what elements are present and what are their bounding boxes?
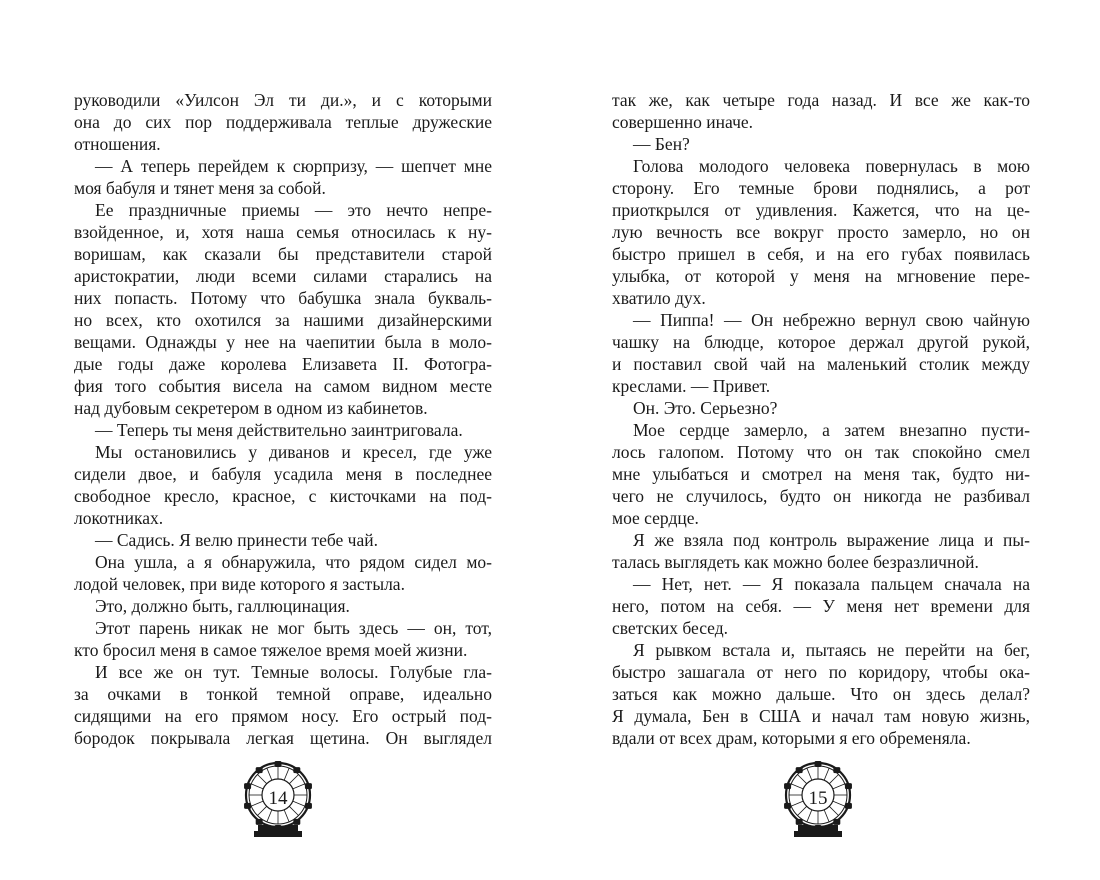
page-number-ornament-left [234,755,322,841]
text-line: — Бен? [633,134,690,154]
text-line: креслами. — Привет. [612,376,771,396]
text-line: локотниках. [74,508,164,528]
text-line: улыбка, от которой у меня на мгновение пере- [612,266,1030,286]
page-number-right: 15 [808,788,828,809]
text-line: вещами. Однажды у нее на чаепитии была в моло- [74,332,492,352]
text-line: талась выглядеть как можно более безразличной. [612,552,979,572]
text-line: воришам, как сказали бы представители старой [74,244,492,264]
text-line: аристократии, люди всеми силами старались на [74,266,492,286]
text-line: хватило дух. [612,288,706,308]
page-number-ornament-right [774,755,862,841]
text-line: вдали от всех драм, которыми я его обременяла. [612,728,971,748]
text-line: дые годы даже королева Елизавета II. Фотогра- [74,354,492,374]
text-line: него, потом на себя. — У меня нет времени для [612,596,1030,616]
text-line: — Пиппа! — Он небрежно вернул свою чайную [633,310,1030,330]
text-line: И все же он тут. Темные волосы. Голубые гла- [95,662,492,682]
text-line: быстро зашагала от него по коридору, чтобы ока- [612,662,1030,682]
text-line: отношения. [74,134,161,154]
text-line: сидящими на его прямом носу. Его острый под- [74,706,492,726]
text-line: Она ушла, а я обнаружила, что рядом сидел мо- [95,552,492,572]
text-line: — А теперь перейдем к сюрпризу, — шепчет мне [95,156,492,176]
page-number-left: 14 [268,788,288,809]
text-line: Мы остановились у диванов и кресел, где уже [95,442,492,462]
text-line: — Садись. Я велю принести тебе чай. [95,530,378,550]
text-line: Мое сердце замерло, а затем внезапно пусти- [633,420,1030,440]
text-line: Голова молодого человека повернулась в мою [633,156,1030,176]
text-line: чего не случилось, будто он никогда не разбивал [612,486,1030,506]
text-line: сидели двое, и бабуля усадила меня в последнее [74,464,492,484]
text-line: чашку на блюдце, которое держал другой рукой, [612,332,1030,352]
text-line: Это, должно быть, галлюцинация. [95,596,350,616]
text-line: лую вечность все вокруг просто замерло, но он [612,222,1030,242]
text-line: кто бросил меня в самое тяжелое время моей жизни. [74,640,468,660]
text-line: мне улыбаться и смотрел на меня так, будто ни- [612,464,1030,484]
text-line: Он. Это. Серьезно? [633,398,778,418]
text-line: лось галопом. Потому что он так спокойно смел [612,442,1030,462]
text-line: Я думала, Бен в США и начал там новую жизнь, [612,706,1030,726]
text-line: но всех, кто охотился за нашими дизайнерскими [74,310,492,330]
text-line: руководили «Уилсон Эл ти ди.», и с которыми [74,90,492,110]
left-page-text [74,89,492,749]
text-line: взойденное, и, хотя наша семья относилась к ну- [74,222,492,242]
text-line: над дубовым секретером в одном из кабинетов. [74,398,428,418]
text-line: — Нет, нет. — Я показала пальцем сначала на [633,574,1030,594]
text-line: заться как можно дальше. Что он здесь делал? [612,684,1030,704]
text-line: светских бесед. [612,618,728,638]
text-line: и поставил свой чай на маленький столик между [612,354,1030,374]
text-line: — Теперь ты меня действительно заинтриговала. [95,420,463,440]
text-line: мое сердце. [612,508,699,528]
text-line: приоткрылся от удивления. Кажется, что на це- [612,200,1030,220]
text-line: за очками в тонкой темной оправе, идеально [74,684,492,704]
text-line: она до сих пор поддерживала теплые дружеские [74,112,492,132]
text-line: бородок покрывала легкая щетина. Он выглядел [74,728,492,748]
text-line: моя бабуля и тянет меня за собой. [74,178,326,198]
text-line: сторону. Его темные брови поднялись, а рот [612,178,1030,198]
text-line: свободное кресло, красное, с кисточками на под- [74,486,492,506]
text-line: так же, как четыре года назад. И все же как-то [612,90,1030,110]
text-line: фия того события висела на самом видном месте [74,376,492,396]
text-line: Этот парень никак не мог быть здесь — он, тот, [95,618,492,638]
text-line: быстро пришел в себя, и на его губах появилась [612,244,1030,264]
text-line: совершенно иначе. [612,112,754,132]
right-page-text [612,89,1030,749]
text-line: них попасть. Потому что бабушка знала букваль- [74,288,492,308]
text-line: лодой человек, при виде которого я застыла. [74,574,405,594]
text-line: Я же взяла под контроль выражение лица и пы- [633,530,1030,550]
text-line: Я рывком встала и, пытаясь не перейти на бег, [633,640,1030,660]
text-line: Ее праздничные приемы — это нечто непре- [95,200,492,220]
